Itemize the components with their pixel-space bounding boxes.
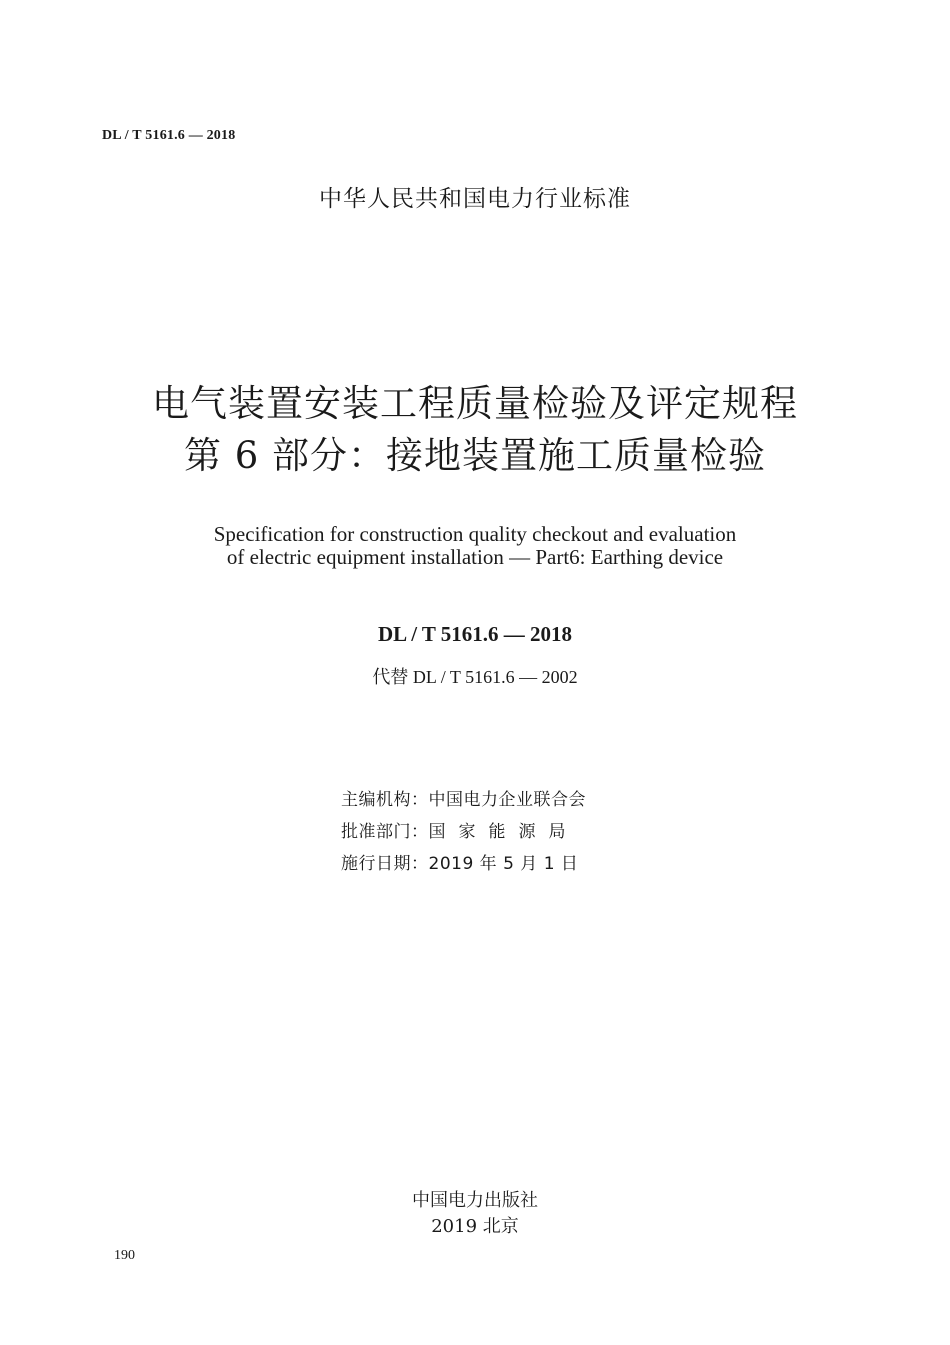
industry-standard-title: 中华人民共和国电力行业标准 — [319, 186, 631, 212]
editor-label: 主编机构： — [341, 790, 429, 810]
publisher-name: 中国电力出版社 — [412, 1190, 538, 1211]
editor-value: 中国电力企业联合会 — [428, 790, 586, 810]
chinese-title-line-2: 第 6 部分：接地装置施工质量检验 — [183, 434, 767, 477]
page-number: 190 — [114, 1248, 135, 1263]
standard-code: DL / T 5161.6 — 2018 — [377, 622, 573, 646]
effective-date-row — [341, 849, 578, 874]
english-title-line-2: of electric equipment installation — Part6: Earthing device — [226, 545, 724, 569]
editor-row — [341, 785, 586, 810]
approver-value: 国家能源局 — [428, 822, 579, 842]
approver-label: 批准部门： — [341, 822, 429, 842]
chinese-title-line-1: 电气装置安装工程质量检验及评定规程 — [152, 382, 798, 425]
approver-row — [341, 817, 579, 842]
effective-date-label: 施行日期： — [341, 854, 429, 874]
effective-date-value: 2019 年 5 月 1 日 — [428, 854, 579, 874]
english-title-line-1: Specification for construction quality checkout and evaluation — [213, 522, 737, 546]
publication-year-city: 2019 北京 — [431, 1216, 519, 1237]
header-standard-code: DL / T 5161.6 — 2018 — [102, 128, 236, 143]
replaces-standard: 代替 DL / T 5161.6 — 2002 — [372, 667, 578, 687]
